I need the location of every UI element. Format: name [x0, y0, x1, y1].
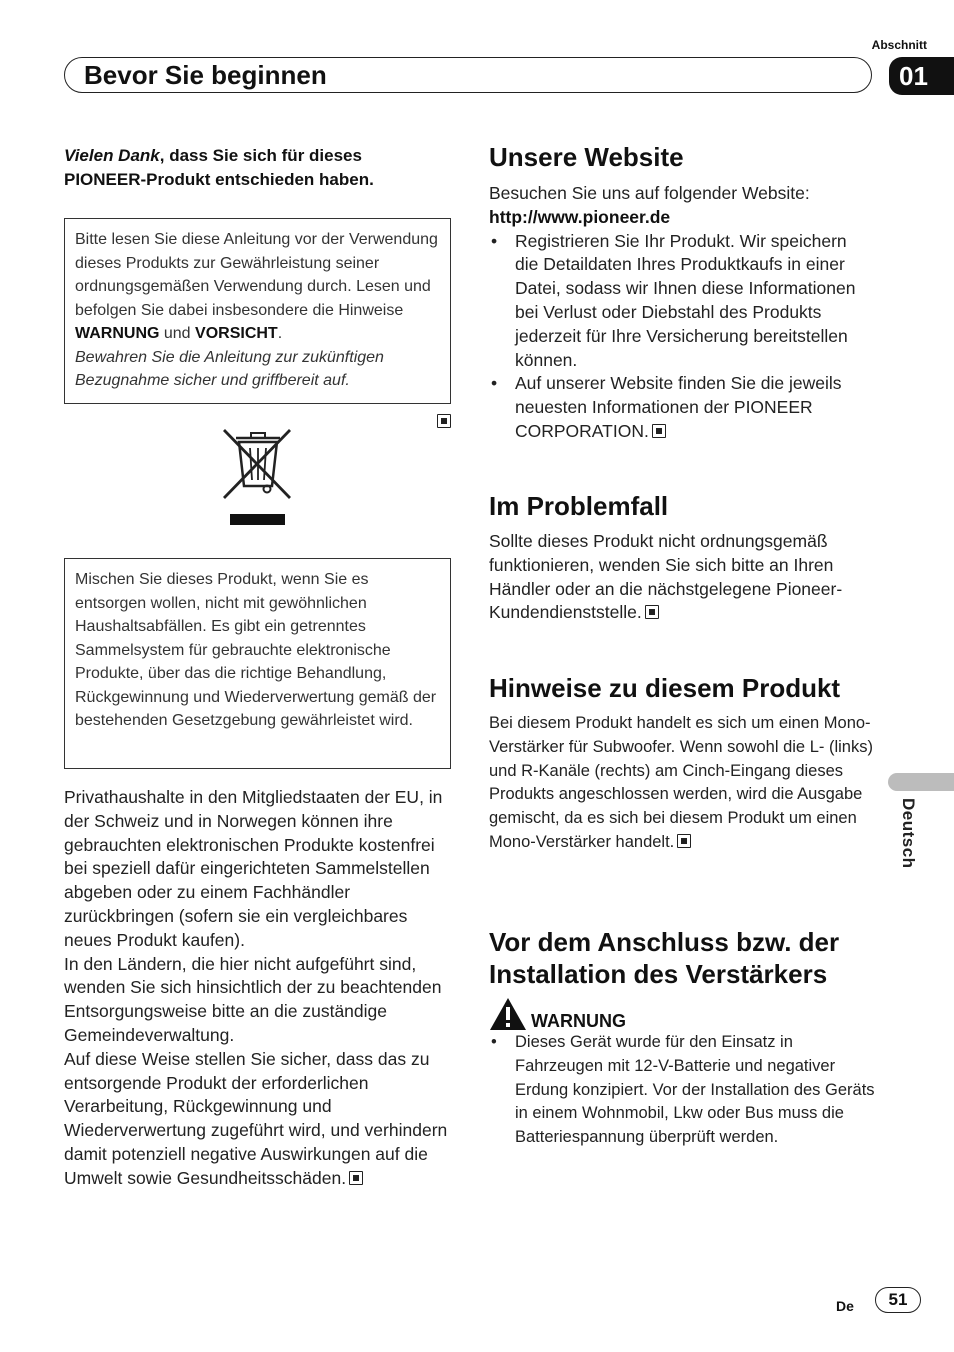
disposal-paragraph-3 — [64, 1048, 454, 1191]
manual-notice-box — [64, 218, 451, 404]
end-mark-icon — [437, 414, 451, 428]
disposal-paragraph-1: Privathaushalte in den Mitgliedstaaten der EU, in der Schweiz und in Norwegen können ihre gebrauchten elektronischen Produkte kostenfrei bei speziell dafür eingerichteten Sammelstellen abgeben oder zu einem Fachhändler zurückbringen (sofern sie ein vergleichbares neues Produkt kaufen). — [64, 787, 443, 950]
product-notes-heading: Hinweise zu diesem Produkt — [489, 673, 841, 703]
warning-triangle-icon — [489, 997, 527, 1031]
problem-text-body: Sollte dieses Produkt nicht ordnungsgemäß funktionieren, wenden Sie sich bitte an Ihren Händler oder an die nächstgelegene Pioneer-Kundendienststelle. — [489, 531, 843, 623]
warning-label: WARNUNG — [531, 1011, 626, 1031]
end-mark-icon — [645, 605, 659, 619]
end-mark-icon — [349, 1171, 363, 1185]
notice-text: Bitte lesen Sie diese Anleitung vor der Verwendung dieses Produkts zur Gewährleistung seiner ordnungsgemäßen Verwendung durch. Lesen und befolgen Sie dabei insbesondere die Hinweise — [75, 231, 438, 319]
intro-rest: , dass Sie sich für dieses PIONEER-Produkt entschieden haben. — [64, 146, 374, 189]
section-label: Abschnitt — [871, 38, 927, 52]
vorsicht-keyword: VORSICHT — [195, 325, 278, 342]
page-number: 51 — [875, 1287, 921, 1313]
problem-heading: Im Problemfall — [489, 491, 669, 521]
installation-warning-bullet — [489, 1031, 881, 1150]
installation-heading — [489, 926, 889, 990]
intro-text — [64, 144, 444, 192]
website-bullet-1-text: Registrieren Sie Ihr Produkt. Wir speichern die Detaildaten Ihres Produktkaufs in einer Datei, sodass wir Ihnen diese Informationen bei Verlust oder Diebstahl des Produkts jederzeit für Ihre Versicherung bereitstellen können. — [515, 230, 856, 370]
end-mark-icon — [652, 424, 666, 438]
website-heading: Unsere Website — [489, 142, 684, 172]
disposal-paragraph-3-text: Auf diese Weise stellen Sie sicher, dass das zu entsorgende Produkt der erforderlichen Verarbeitung, Rückgewinnung und Wiederverwertung zugeführt wird, und verhindern damit potenziell negative Auswirkungen auf die Umwelt sowie Gesundheitsschäden. — [64, 1048, 448, 1188]
intro-emphasis: Vielen Dank — [64, 146, 160, 165]
website-bullet-1 — [489, 230, 874, 373]
notice-italic: Bewahren Sie die Anleitung zur zukünftigen Bezugnahme sicher und griffbereit auf. — [75, 348, 384, 389]
website-bullet-2-text: Auf unserer Website finden Sie die jeweils neuesten Informationen der PIONEER CORPORATION. — [515, 373, 842, 441]
disposal-paragraph-2: In den Ländern, die hier nicht aufgeführt sind, wenden Sie sich hinsichtlich der zu beachtenden Entsorgungsweise bitte an die zuständige Gemeindeverwaltung. — [64, 953, 442, 1045]
installation-heading-line-2: Installation des Verstärkers — [489, 959, 828, 989]
disposal-body — [64, 786, 454, 1191]
side-language-label: Deutsch — [899, 798, 918, 869]
website-bullet-2 — [489, 372, 874, 443]
warning-row — [489, 995, 626, 1031]
end-mark-icon — [677, 834, 691, 848]
language-side-tab — [888, 773, 954, 791]
installation-heading-line-1: Vor dem Anschluss bzw. der — [489, 927, 840, 957]
chapter-title: Bevor Sie beginnen — [84, 60, 327, 90]
problem-text — [489, 530, 867, 625]
installation-warning — [489, 1031, 881, 1150]
disposal-notice-box — [64, 558, 451, 769]
warnung-keyword: WARNUNG — [75, 325, 160, 342]
chapter-number-tab: 01 — [889, 57, 954, 95]
notice-period: . — [277, 325, 283, 342]
crossed-out-wheelie-bin-icon — [222, 428, 294, 528]
product-notes-text — [489, 712, 881, 855]
footer-language-code: De — [836, 1298, 854, 1314]
installation-warning-text: Dieses Gerät wurde für den Einsatz in Fahrzeugen mit 12-V-Batterie und negativer Erdung konzipiert. Vor der Installation des Geräts in einem Wohnmobil, Lkw oder Bus muss die Batteriespannung überprüft werden. — [515, 1033, 875, 1147]
website-url: http://www.pioneer.de — [489, 206, 671, 227]
disposal-text: Mischen Sie dieses Produkt, wenn Sie es entsorgen wollen, nicht mit gewöhnlichen Haushaltsabfällen. Es gibt ein getrenntes Sammelsystem für gebrauchte elektronische Produkte, über das die richtige Behandlung, Rückgewinnung und Wiederverwertung gemäß der bestehenden Gesetzgebung gewährleistet wird. — [75, 571, 437, 729]
website-section — [489, 182, 881, 444]
website-intro: Besuchen Sie uns auf folgender Website: — [489, 183, 810, 203]
product-notes-body: Bei diesem Produkt handelt es sich um einen Mono-Verstärker für Subwoofer. Wenn sowohl die L- (links) und R-Kanäle (rechts) am Cinch-Eingang dieses Produkts angeschlossen werden, wird die Ausgabe gemischt, da es sich bei diesem Produkt um einen Mono-Verstärker handelt. — [489, 714, 873, 851]
notice-conjunction: und — [159, 325, 196, 342]
